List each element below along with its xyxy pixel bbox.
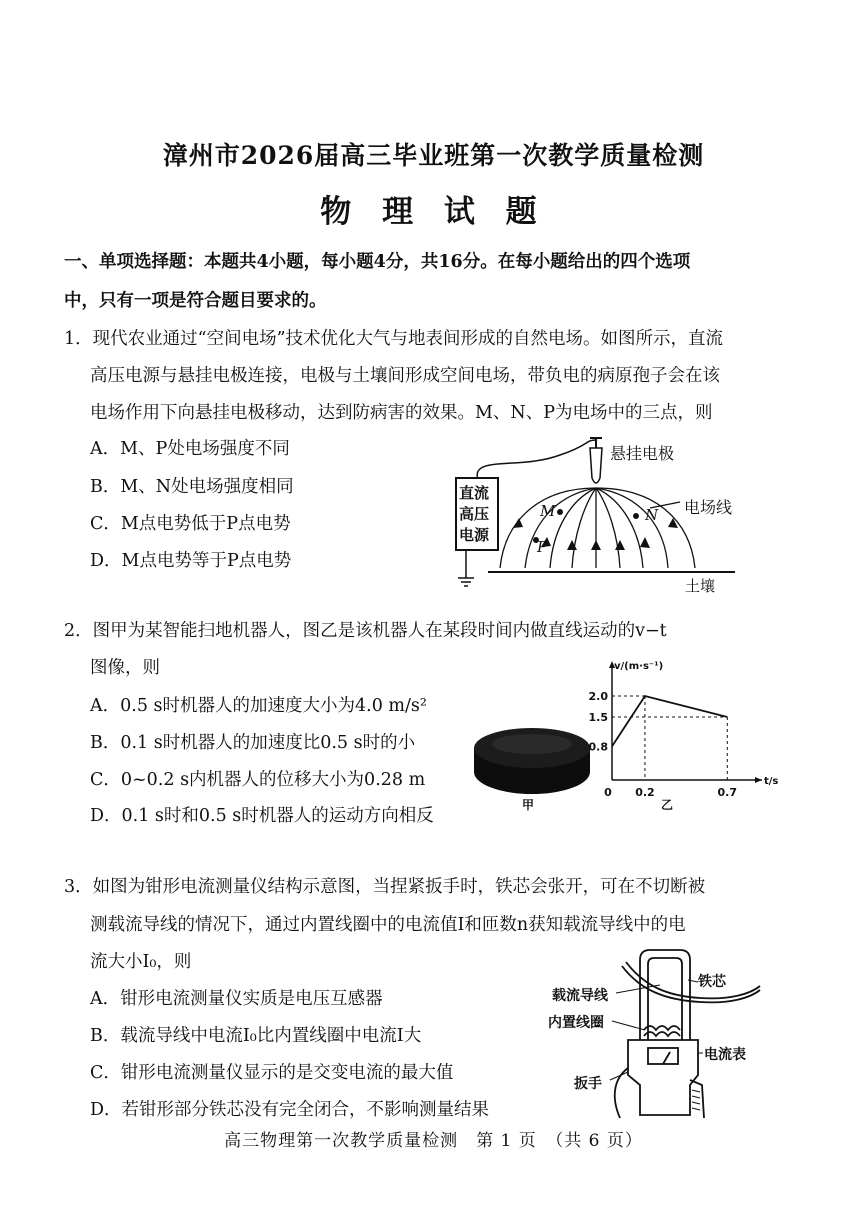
q3-meter-label: 电流表 [704, 1047, 746, 1063]
exam-subtitle: 物 理 试 题 [320, 194, 547, 230]
q1-power-label-3: 电源 [459, 526, 490, 544]
x-tick-label: 0.2 [635, 786, 655, 799]
q1-field-line-label: 电场线 [684, 498, 733, 517]
q1-option-c: C．M点电势低于P点电势 [90, 514, 291, 534]
q3-stem-line2: 测载流导线的情况下，通过内置线圈中的电流值I和匝数n获知载流导线中的电 [90, 915, 686, 935]
q1-option-b: B．M、N处电场强度相同 [90, 477, 294, 497]
section-header-line2: 中，只有一项是符合题目要求的。 [64, 291, 327, 311]
q1-point-p-label: P [537, 538, 548, 556]
x-axis-label: t/s [764, 776, 779, 787]
q3-option-d: D．若钳形部分铁芯没有完全闭合，不影响测量结果 [90, 1100, 490, 1120]
q2-option-a: A．0.5 s时机器人的加速度大小为4.0 m/s² [90, 696, 427, 716]
q3-stem-line1: 3．如图为钳形电流测量仪结构示意图，当捏紧扳手时，铁芯会张开，可在不切断被 [64, 877, 706, 897]
q1-option-a: A．M、P处电场强度不同 [90, 439, 290, 459]
q3-option-b: B．载流导线中电流I₀比内置线圈中电流I大 [90, 1026, 422, 1046]
section-header-line1: 一、单项选择题：本题共4小题，每小题4分，共16分。在每小题给出的四个选项 [64, 252, 691, 272]
q1-power-label-2: 高压 [459, 505, 490, 523]
q1-stem-line2: 高压电源与悬挂电极连接，电极与土壤间形成空间电场，带负电的病原孢子会在该 [90, 366, 720, 386]
q1-power-label-1: 直流 [459, 484, 490, 502]
exam-title: 漳州市2026届高三毕业班第一次教学质量检测 [162, 141, 705, 170]
q3-coil-label: 内置线圈 [548, 1015, 604, 1031]
page-footer: 高三物理第一次教学质量检测 第 1 页 （共 6 页） [224, 1131, 643, 1151]
q3-option-c: C．钳形电流测量仪显示的是交变电流的最大值 [90, 1063, 454, 1083]
q2-figure-right-label: 乙 [661, 798, 674, 812]
q2-figure-left-label: 甲 [522, 798, 535, 812]
q3-option-a: A．钳形电流测量仪实质是电压互感器 [90, 989, 383, 1009]
q1-point-m-label: M [540, 502, 556, 520]
q3-stem-line3: 流大小I₀，则 [90, 952, 192, 972]
q1-stem-line1: 1．现代农业通过“空间电场”技术优化大气与地表间形成的自然电场。如图所示，直流 [64, 329, 724, 349]
y-tick-label: 1.5 [588, 711, 608, 724]
q2-stem-line2: 图像，则 [90, 658, 160, 678]
y-axis-label: v/(m·s⁻¹) [614, 661, 664, 672]
q3-core-label: 铁芯 [698, 974, 726, 990]
q2-stem-line1: 2．图甲为某智能扫地机器人，图乙是该机器人在某段时间内做直线运动的v−t [64, 621, 667, 641]
y-tick-label: 2.0 [588, 690, 608, 703]
q3-handle-label: 扳手 [574, 1076, 602, 1092]
q1-soil-label: 土壤 [685, 577, 716, 595]
q1-electrode-label: 悬挂电极 [610, 444, 675, 463]
q2-option-d: D．0.1 s时和0.5 s时机器人的运动方向相反 [90, 806, 434, 826]
q3-wire-label: 载流导线 [552, 988, 608, 1004]
q2-option-b: B．0.1 s时机器人的加速度比0.5 s时的小 [90, 733, 416, 753]
x-tick-label: 0.7 [717, 786, 738, 799]
q1-stem-line3: 电场作用下向悬挂电极移动，达到防病害的效果。M、N、P为电场中的三点，则 [90, 403, 713, 423]
q1-option-d: D．M点电势等于P点电势 [90, 551, 292, 571]
q1-point-n-label: N [645, 506, 659, 524]
x-tick-label: 0 [604, 786, 612, 799]
q2-option-c: C．0~0.2 s内机器人的位移大小为0.28 m [90, 770, 426, 790]
y-tick-label: 0.8 [588, 740, 608, 754]
